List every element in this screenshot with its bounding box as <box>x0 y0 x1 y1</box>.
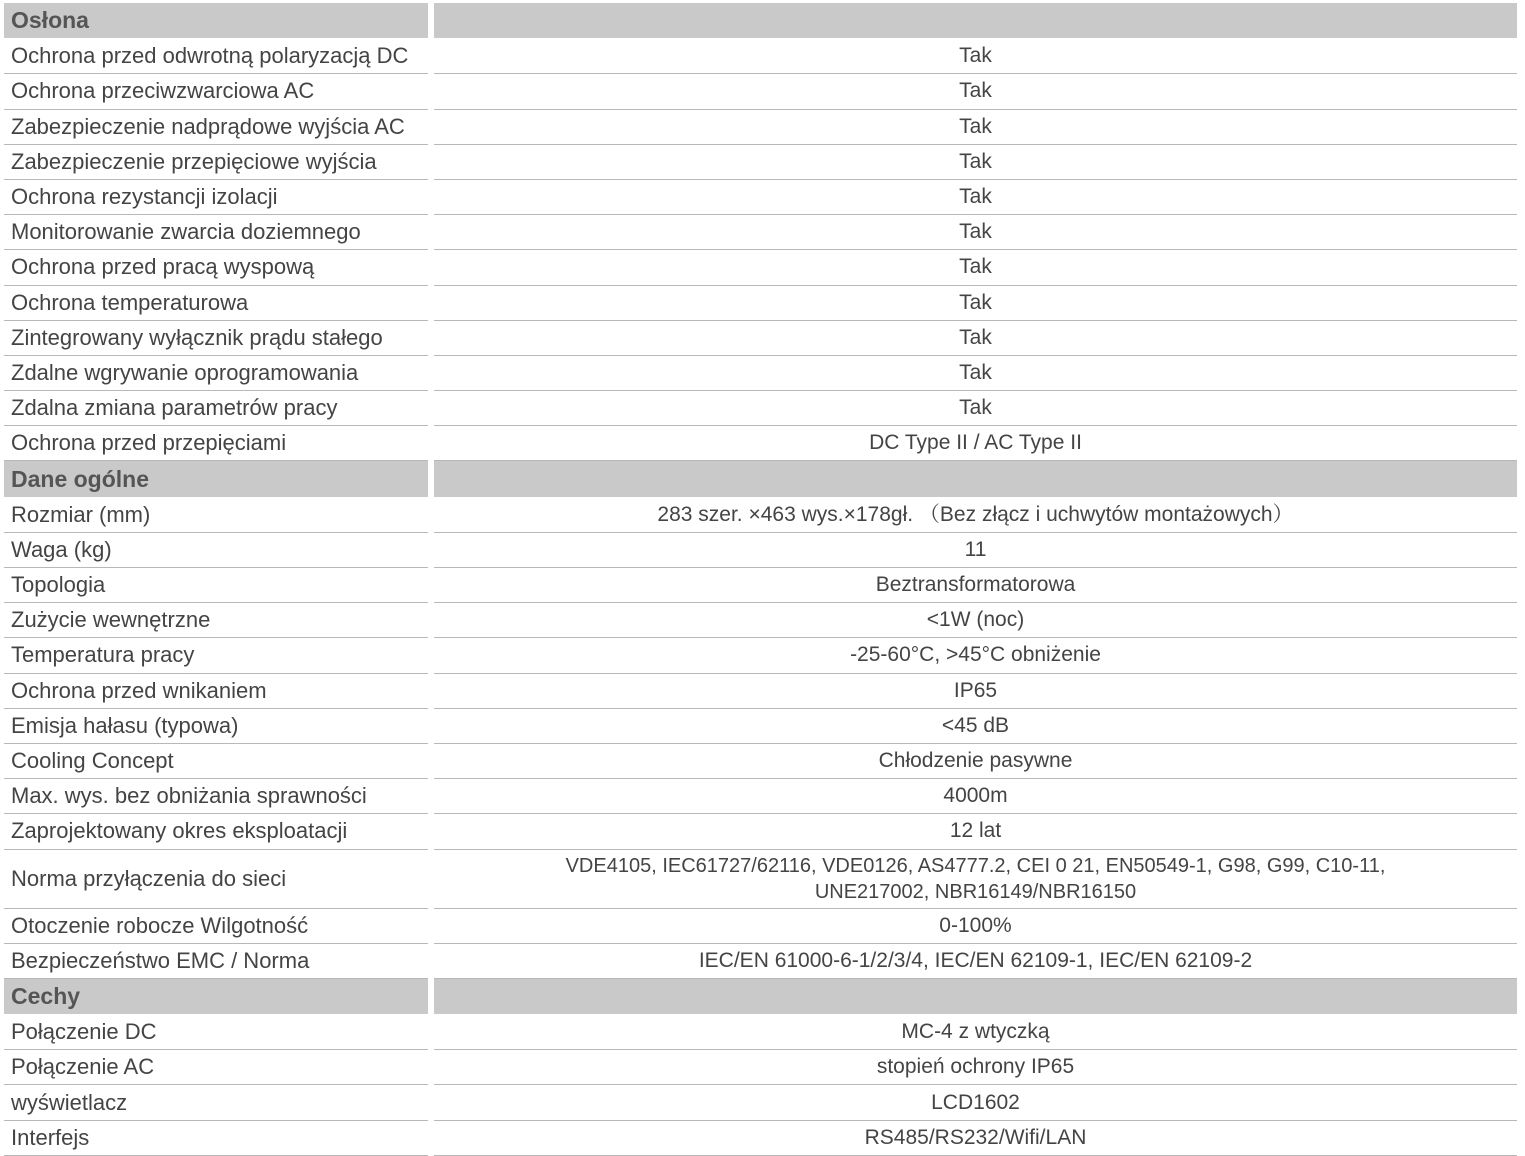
spec-value: Tak <box>434 145 1517 180</box>
spec-label: Emisja hałasu (typowa) <box>4 709 428 744</box>
spec-row <box>4 498 1517 533</box>
spec-row <box>4 215 1517 250</box>
spec-row <box>4 1085 1517 1120</box>
spec-row <box>4 638 1517 673</box>
spec-label: Otoczenie robocze Wilgotność <box>4 909 428 944</box>
spec-value: Tak <box>434 39 1517 74</box>
spec-row <box>4 356 1517 391</box>
spec-value: 12 lat <box>434 814 1517 849</box>
section-title: Dane ogólne <box>4 461 428 496</box>
spec-row <box>4 286 1517 321</box>
spec-value: 4000m <box>434 779 1517 814</box>
spec-row <box>4 74 1517 109</box>
spec-label: Topologia <box>4 568 428 603</box>
spec-label: Ochrona przeciwzwarciowa AC <box>4 74 428 109</box>
spec-label: Bezpieczeństwo EMC / Norma <box>4 944 428 979</box>
section-header-cechy <box>4 979 1517 1014</box>
spec-value-line-1: VDE4105, IEC61727/62116, VDE0126, AS4777.2, CEI 0 21, EN50549-1, G98, G99, C10-11, <box>565 854 1386 877</box>
spec-value: <45 dB <box>434 709 1517 744</box>
spec-value <box>434 850 1517 909</box>
spec-value: Beztransformatorowa <box>434 568 1517 603</box>
spec-label: Interfejs <box>4 1121 428 1156</box>
spec-value: -25-60°C, >45°C obniżenie <box>434 638 1517 673</box>
spec-value: IEC/EN 61000-6-1/2/3/4, IEC/EN 62109-1, IEC/EN 62109-2 <box>434 944 1517 979</box>
section-header-fill <box>434 3 1517 38</box>
spec-value: Tak <box>434 250 1517 285</box>
spec-label: Zaprojektowany okres eksploatacji <box>4 814 428 849</box>
spec-row <box>4 779 1517 814</box>
section-header-oslona <box>4 3 1517 38</box>
section-title: Cechy <box>4 979 428 1014</box>
spec-value: MC-4 z wtyczką <box>434 1015 1517 1050</box>
spec-row <box>4 426 1517 461</box>
spec-row <box>4 180 1517 215</box>
spec-row <box>4 110 1517 145</box>
spec-label: Połączenie DC <box>4 1015 428 1050</box>
spec-label: Ochrona rezystancji izolacji <box>4 180 428 215</box>
spec-label: Temperatura pracy <box>4 638 428 673</box>
spec-row <box>4 744 1517 779</box>
spec-label: Ochrona przed pracą wyspową <box>4 250 428 285</box>
section-header-dane-ogolne <box>4 461 1517 496</box>
spec-value: Tak <box>434 286 1517 321</box>
spec-value: Chłodzenie pasywne <box>434 744 1517 779</box>
spec-row <box>4 909 1517 944</box>
spec-row <box>4 674 1517 709</box>
spec-row <box>4 145 1517 180</box>
spec-label: Rozmiar (mm) <box>4 498 428 533</box>
spec-row <box>4 1050 1517 1085</box>
spec-label: Cooling Concept <box>4 744 428 779</box>
spec-label: wyświetlacz <box>4 1085 428 1120</box>
spec-value: RS485/RS232/Wifi/LAN <box>434 1121 1517 1156</box>
spec-value: stopień ochrony IP65 <box>434 1050 1517 1085</box>
spec-row <box>4 321 1517 356</box>
spec-row <box>4 850 1517 909</box>
spec-value: Tak <box>434 215 1517 250</box>
spec-label: Zabezpieczenie przepięciowe wyjścia <box>4 145 428 180</box>
spec-table <box>4 3 1517 1156</box>
spec-label: Waga (kg) <box>4 533 428 568</box>
spec-label: Połączenie AC <box>4 1050 428 1085</box>
spec-label: Zintegrowany wyłącznik prądu stałego <box>4 321 428 356</box>
spec-label: Ochrona przed wnikaniem <box>4 674 428 709</box>
section-title: Osłona <box>4 3 428 38</box>
spec-value: 283 szer. ×463 wys.×178gł. （Bez złącz i uchwytów montażowych） <box>434 498 1517 533</box>
spec-row <box>4 568 1517 603</box>
spec-value: LCD1602 <box>434 1085 1517 1120</box>
spec-label: Max. wys. bez obniżania sprawności <box>4 779 428 814</box>
spec-value: <1W (noc) <box>434 603 1517 638</box>
spec-label: Ochrona temperaturowa <box>4 286 428 321</box>
spec-value: Tak <box>434 180 1517 215</box>
spec-row <box>4 391 1517 426</box>
spec-value: Tak <box>434 74 1517 109</box>
spec-value: Tak <box>434 356 1517 391</box>
spec-row <box>4 39 1517 74</box>
spec-value: Tak <box>434 391 1517 426</box>
spec-value-line-2: UNE217002, NBR16149/NBR16150 <box>814 880 1137 903</box>
spec-row <box>4 814 1517 849</box>
spec-row <box>4 250 1517 285</box>
spec-value: 0-100% <box>434 909 1517 944</box>
spec-label: Norma przyłączenia do sieci <box>4 850 428 909</box>
spec-label: Monitorowanie zwarcia doziemnego <box>4 215 428 250</box>
spec-label: Zużycie wewnętrzne <box>4 603 428 638</box>
section-header-fill <box>434 461 1517 496</box>
spec-row <box>4 533 1517 568</box>
spec-value: DC Type II / AC Type II <box>434 426 1517 461</box>
spec-label: Zabezpieczenie nadprądowe wyjścia AC <box>4 110 428 145</box>
spec-row <box>4 603 1517 638</box>
spec-label: Ochrona przed odwrotną polaryzacją DC <box>4 39 428 74</box>
spec-value: Tak <box>434 110 1517 145</box>
section-header-fill <box>434 979 1517 1014</box>
spec-value: IP65 <box>434 674 1517 709</box>
spec-row <box>4 944 1517 979</box>
spec-row <box>4 1015 1517 1050</box>
spec-label: Zdalna zmiana parametrów pracy <box>4 391 428 426</box>
spec-value: Tak <box>434 321 1517 356</box>
spec-label: Ochrona przed przepięciami <box>4 426 428 461</box>
spec-row <box>4 709 1517 744</box>
spec-label: Zdalne wgrywanie oprogramowania <box>4 356 428 391</box>
spec-value: 11 <box>434 533 1517 568</box>
